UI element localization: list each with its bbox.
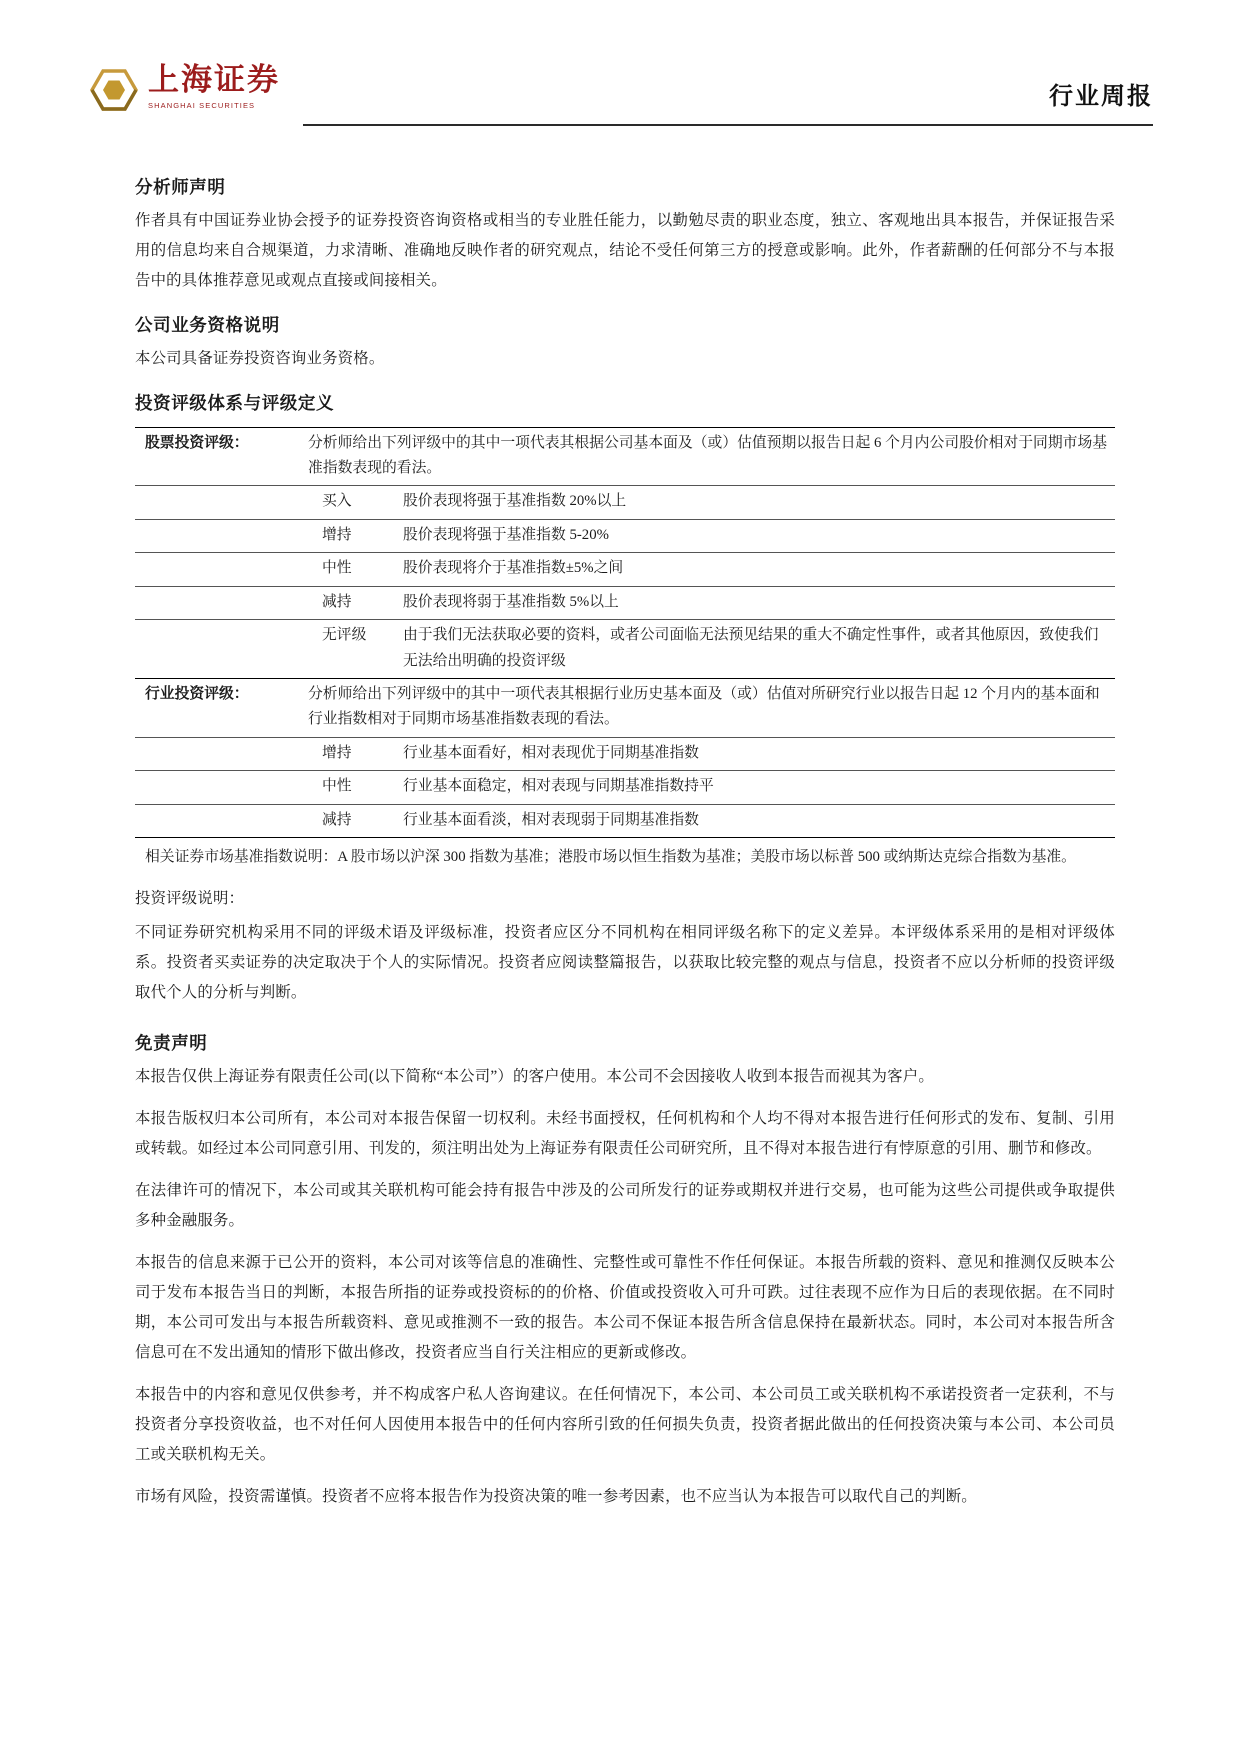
rating-name: 增持 xyxy=(300,737,395,770)
rating-desc: 股价表现将强于基准指数 5-20% xyxy=(395,519,1115,552)
table-row xyxy=(135,620,1115,679)
rating-name: 中性 xyxy=(300,553,395,586)
company-logo xyxy=(88,62,280,116)
company-qualification-body: 本公司具备证券投资咨询业务资格。 xyxy=(135,350,385,368)
table-row xyxy=(135,586,1115,619)
rating-desc: 股价表现将介于基准指数±5%之间 xyxy=(395,553,1115,586)
table-row xyxy=(135,804,1115,837)
rating-name: 中性 xyxy=(300,771,395,804)
rating-definition-table xyxy=(135,427,1115,876)
rating-explain-body: 不同证券研究机构采用不同的评级术语及评级标准，投资者应区分不同机构在相同评级名称下的定义差异。本评级体系采用的是相对评级体系。投资者买卖证券的决定取决于个人的实际情况。投资者应阅读整篇报告，以获取比较完整的观点与信息，投资者不应以分析师的投资评级取代个人的分析与判断。 xyxy=(135,923,1115,1001)
stock-rating-label: 股票投资评级： xyxy=(135,427,300,486)
rating-name: 减持 xyxy=(300,586,395,619)
table-row xyxy=(135,737,1115,770)
table-row xyxy=(135,486,1115,519)
table-row xyxy=(135,838,1115,876)
analyst-statement-title: 分析师声明 xyxy=(135,177,226,197)
table-row xyxy=(135,553,1115,586)
disclaimer-body xyxy=(135,1062,1115,1512)
company-qualification-title: 公司业务资格说明 xyxy=(135,315,280,336)
disclaimer-title: 免责声明 xyxy=(135,1032,208,1053)
logo-company-name-en: SHANGHAI SECURITIES xyxy=(148,100,256,110)
logo-hexagon-icon xyxy=(88,64,140,116)
report-type-label: 行业周报 xyxy=(1049,84,1153,110)
rating-name: 增持 xyxy=(300,519,395,552)
rating-explain-title: 投资评级说明： xyxy=(135,889,245,907)
table-row xyxy=(135,679,1115,738)
rating-name: 买入 xyxy=(300,486,395,519)
disclaimer-paragraph: 本报告的信息来源于已公开的资料，本公司对该等信息的准确性、完整性或可靠性不作任何保证。本报告所载的资料、意见和推测仅反映本公司于发布本报告当日的判断，本报告所指的证券或投资标的的价格、价值或投资收入可升可跌。过往表现不应作为日后的表现依据。在不同时期，本公司可发出与本报告所载资料、意见或推测不一致的报告。本公司不保证本报告所含信息保持在最新状态。同时，本公司对本报告所含信息可在不发出通知的情形下做出修改，投资者应当自行关注相应的更新或修改。 xyxy=(135,1253,1115,1362)
rating-desc: 由于我们无法获取必要的资料，或者公司面临无法预见结果的重大不确定性事件，或者其他原因，致使我们无法给出明确的投资评级 xyxy=(395,620,1115,679)
stock-rating-desc: 分析师给出下列评级中的其中一项代表其根据公司基本面及（或）估值预期以报告日起 6 个月内公司股价相对于同期市场基准指数表现的看法。 xyxy=(300,427,1115,486)
rating-desc: 行业基本面稳定，相对表现与同期基准指数持平 xyxy=(395,771,1115,804)
rating-system-title: 投资评级体系与评级定义 xyxy=(135,393,335,414)
logo-text xyxy=(148,62,280,110)
rating-name: 减持 xyxy=(300,804,395,837)
disclaimer-paragraph: 在法律许可的情况下，本公司或其关联机构可能会持有报告中涉及的公司所发行的证券或期权并进行交易，也可能为这些公司提供或争取提供多种金融服务。 xyxy=(135,1181,1115,1229)
benchmark-note: 相关证券市场基准指数说明：A 股市场以沪深 300 指数为基准；港股市场以恒生指数为基准；美股市场以标普 500 或纳斯达克综合指数为基准。 xyxy=(145,849,1076,866)
rating-desc: 行业基本面看好，相对表现优于同期基准指数 xyxy=(395,737,1115,770)
rating-desc: 股价表现将弱于基准指数 5%以上 xyxy=(395,586,1115,619)
disclaimer-paragraph: 本报告版权归本公司所有，本公司对本报告保留一切权利。未经书面授权，任何机构和个人均不得对本报告进行任何形式的发布、复制、引用或转载。如经过本公司同意引用、刊发的，须注明出处为上海证券有限责任公司研究所，且不得对本报告进行有悖原意的引用、删节和修改。 xyxy=(135,1109,1115,1157)
industry-rating-desc: 分析师给出下列评级中的其中一项代表其根据行业历史基本面及（或）估值对所研究行业以报告日起 12 个月内的基本面和行业指数相对于同期市场基准指数表现的看法。 xyxy=(300,679,1115,738)
rating-name: 无评级 xyxy=(300,620,395,679)
disclaimer-paragraph: 本报告仅供上海证券有限责任公司(以下简称“本公司”）的客户使用。本公司不会因接收人收到本报告而视其为客户。 xyxy=(135,1067,934,1085)
rating-desc: 股价表现将强于基准指数 20%以上 xyxy=(395,486,1115,519)
analyst-statement-body: 作者具有中国证券业协会授予的证券投资咨询资格或相当的专业胜任能力，以勤勉尽责的职业态度，独立、客观地出具本报告，并保证报告采用的信息均来自合规渠道，力求清晰、准确地反映作者的研究观点，结论不受任何第三方的授意或影响。此外，作者薪酬的任何部分不与本报告中的具体推荐意见或观点直接或间接相关。 xyxy=(135,212,1115,290)
rating-desc: 行业基本面看淡，相对表现弱于同期基准指数 xyxy=(395,804,1115,837)
disclaimer-paragraph: 市场有风险，投资需谨慎。投资者不应将本报告作为投资决策的唯一参考因素，也不应当认为本报告可以取代自己的判断。 xyxy=(135,1488,977,1506)
disclaimer-paragraph: 本报告中的内容和意见仅供参考，并不构成客户私人咨询建议。在任何情况下，本公司、本公司员工或关联机构不承诺投资者一定获利，不与投资者分享投资收益，也不对任何人因使用本报告中的任何内容所引致的任何损失负责，投资者据此做出的任何投资决策与本公司、本公司员工或关联机构无关。 xyxy=(135,1386,1115,1464)
table-row xyxy=(135,519,1115,552)
table-row xyxy=(135,427,1115,486)
table-row xyxy=(135,771,1115,804)
document-body xyxy=(135,170,1115,1524)
header-divider xyxy=(303,124,1153,126)
logo-company-name-cn: 上海证券 xyxy=(148,62,280,97)
industry-rating-label: 行业投资评级： xyxy=(135,679,300,738)
page-header xyxy=(88,62,1153,132)
